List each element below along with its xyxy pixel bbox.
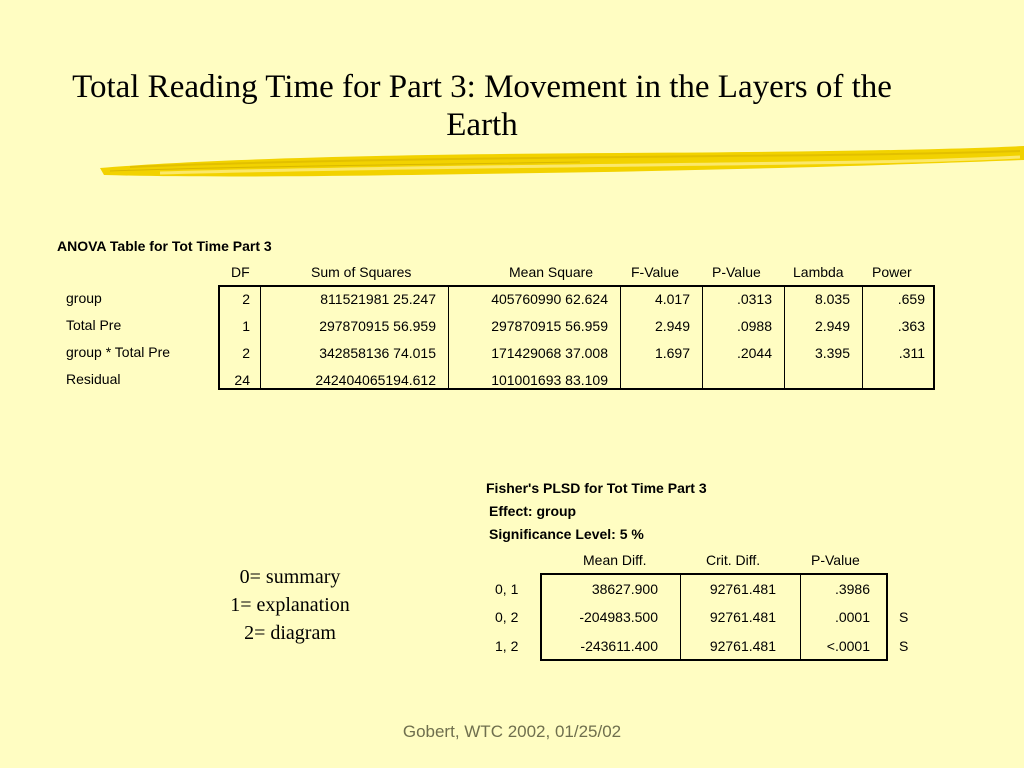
slide-title-line2: Earth [446,107,518,143]
anova-cell-f-value: 1.697 [654,345,690,361]
anova-cell-df: 2 [242,345,250,361]
anova-cell-mean-square: 405760990 62.624 [491,291,608,307]
anova-cell-f-value: 2.949 [654,318,690,334]
anova-cell-df: 1 [242,318,250,334]
fisher-cell-crit-diff: 92761.481 [709,638,776,654]
footer-text: Gobert, WTC 2002, 01/25/02 [402,722,622,741]
fisher-row-label: 0, 1 [495,581,519,597]
anova-row-label: Total Pre [66,317,122,333]
anova-cell-mean-square: 101001693 83.109 [491,372,608,388]
anova-header-p-value: P-Value [712,264,761,280]
slide-title-line1: Total Reading Time for Part 3: Movement in the Layers of the [72,69,892,105]
anova-cell-p-value: .0988 [736,318,772,334]
fisher-cell-mean-diff: -204983.500 [579,609,658,625]
anova-header-df: DF [231,264,250,280]
legend-line: 0= summary [239,566,341,588]
anova-cell-power: .311 [898,345,925,361]
fisher-cell-crit-diff: 92761.481 [709,581,776,597]
anova-cell-df: 2 [242,291,250,307]
anova-row-label: group [66,290,102,306]
anova-cell-sum-of-squares: 342858136 74.015 [319,345,436,361]
fisher-header-mean-diff: Mean Diff. [583,552,647,568]
anova-title: ANOVA Table for Tot Time Part 3 [57,238,272,254]
anova-cell-df: 24 [234,372,250,388]
anova-row-label: Residual [66,371,121,387]
anova-cell-p-value: .0313 [736,291,772,307]
anova-cell-mean-square: 297870915 56.959 [491,318,608,334]
anova-cell-p-value: .2044 [736,345,772,361]
anova-cell-lambda: 8.035 [814,291,850,307]
fisher-cell-p-value: .0001 [834,609,870,625]
slide-title [40,68,924,144]
fisher-row-label: 1, 2 [495,638,519,654]
brush-stroke-divider [100,140,1024,190]
fisher-significance: Significance Level: 5 % [489,526,644,542]
fisher-effect: Effect: group [489,503,577,519]
fisher-cell-p-value: .3986 [834,581,870,597]
anova-cell-sum-of-squares: 297870915 56.959 [319,318,436,334]
anova-cell-sum-of-squares: 811521981 25.247 [320,291,436,307]
anova-header-power: Power [872,264,912,280]
anova-cell-lambda: 3.395 [814,345,850,361]
anova-cell-f-value: 4.017 [654,291,690,307]
fisher-header-crit-diff: Crit. Diff. [706,552,761,568]
anova-cell-sum-of-squares: 242404065194.612 [315,372,436,388]
fisher-table-grid [540,573,888,661]
fisher-cell-mean-diff: -243611.400 [580,638,658,654]
anova-row-label: group * Total Pre [66,344,171,360]
anova-table-grid [218,285,935,390]
fisher-cell-crit-diff: 92761.481 [709,609,776,625]
anova-header-mean-square: Mean Square [509,264,594,280]
fisher-row-label: 0, 2 [495,609,519,625]
fisher-cell-mean-diff: 38627.900 [591,581,658,597]
fisher-title: Fisher's PLSD for Tot Time Part 3 [486,480,707,496]
code-legend [190,563,390,647]
anova-cell-power: .363 [897,318,925,334]
anova-header-f-value: F-Value [631,264,679,280]
anova-cell-lambda: 2.949 [814,318,850,334]
legend-line: 2= diagram [244,622,336,644]
anova-header-sum-of-squares: Sum of Squares [311,264,412,280]
legend-line: 1= explanation [230,594,350,616]
fisher-cell-p-value: <.0001 [826,638,870,654]
anova-cell-power: .659 [897,291,925,307]
fisher-significance-flag: S [899,609,909,625]
anova-cell-mean-square: 171429068 37.008 [491,345,608,361]
anova-header-lambda: Lambda [793,264,844,280]
fisher-header-p-value: P-Value [811,552,860,568]
fisher-significance-flag: S [899,638,909,654]
